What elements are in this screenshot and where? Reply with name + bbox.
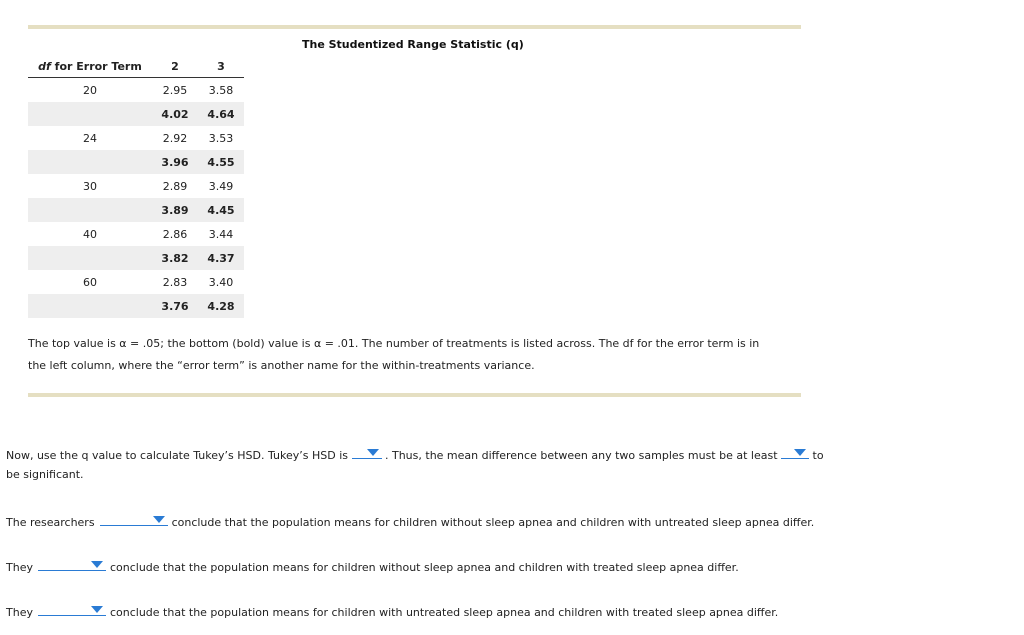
conclusion-3-dropdown[interactable] <box>38 603 106 616</box>
df-value: 40 <box>83 227 97 241</box>
tukey-question-text-1: Now, use the q value to calculate Tukey’s HSD. Tukey’s HSD is <box>6 449 348 462</box>
table-row-bold <box>28 150 244 174</box>
conclusion-1-prefix: The researchers <box>6 516 95 529</box>
table-header-row <box>28 56 244 78</box>
table-row-bold <box>28 294 244 318</box>
conclusion-question-3 <box>6 603 778 619</box>
df-value: 20 <box>83 83 97 97</box>
table-note <box>28 333 808 377</box>
table-row <box>28 270 244 294</box>
table-row <box>28 78 244 103</box>
table-title: The Studentized Range Statistic (q) <box>302 38 524 51</box>
q-value: 4.55 <box>198 150 244 174</box>
q-value: 4.37 <box>198 246 244 270</box>
chevron-down-icon <box>91 561 103 568</box>
q-value: 2.95 <box>162 83 188 97</box>
q-value: 4.02 <box>152 102 198 126</box>
q-value: 3.58 <box>208 83 234 97</box>
chevron-down-icon <box>794 449 806 456</box>
tukey-question <box>6 446 824 462</box>
conclusion-2-suffix: conclude that the population means for children without sleep apnea and children with treated sleep apnea differ. <box>109 561 739 574</box>
table-row <box>28 174 244 198</box>
q-value: 2.92 <box>162 131 188 145</box>
q-value: 2.86 <box>162 227 188 241</box>
table-row <box>28 126 244 150</box>
q-value: 4.64 <box>198 102 244 126</box>
q-value: 3.49 <box>208 179 234 193</box>
q-value: 3.89 <box>152 198 198 222</box>
note-line-1: The top value is α = .05; the bottom (bold) value is α = .01. The number of treatments is listed across. The df for the error term is in <box>28 337 760 350</box>
min-mean-difference-dropdown[interactable] <box>781 446 809 459</box>
q-value: 4.28 <box>198 294 244 318</box>
conclusion-3-suffix: conclude that the population means for children with untreated sleep apnea and children with treated sleep apnea differ. <box>109 606 779 619</box>
q-value: 3.96 <box>152 150 198 174</box>
q-value: 2.89 <box>162 179 188 193</box>
chevron-down-icon <box>153 516 165 523</box>
conclusion-1-suffix: conclude that the population means for children without sleep apnea and children with untreated sleep apnea differ. <box>171 516 815 529</box>
q-value: 4.45 <box>198 198 244 222</box>
tukey-question-continued: be significant. <box>6 468 84 481</box>
df-value: 30 <box>83 179 97 193</box>
table-row <box>28 222 244 246</box>
df-value: 24 <box>83 131 97 145</box>
conclusion-3-prefix: They <box>6 606 33 619</box>
q-value: 3.53 <box>208 131 234 145</box>
chevron-down-icon <box>367 449 379 456</box>
conclusion-2-prefix: They <box>6 561 33 574</box>
column-header-2: 2 <box>152 56 198 78</box>
q-value: 3.82 <box>152 246 198 270</box>
conclusion-2-dropdown[interactable] <box>38 558 106 571</box>
table-row-bold <box>28 102 244 126</box>
q-value: 3.40 <box>208 275 234 289</box>
studentized-range-table <box>28 56 244 318</box>
tukey-hsd-dropdown[interactable] <box>352 446 382 459</box>
column-header-3: 3 <box>198 56 244 78</box>
bottom-divider <box>28 393 801 397</box>
conclusion-question-2 <box>6 558 739 574</box>
tukey-question-text-3: to <box>812 449 824 462</box>
q-value: 2.83 <box>162 275 188 289</box>
chevron-down-icon <box>91 606 103 613</box>
df-column-header: df for Error Term <box>28 56 152 78</box>
tukey-question-text-2: . Thus, the mean difference between any two samples must be at least <box>385 449 778 462</box>
top-divider <box>28 25 801 29</box>
df-value: 60 <box>83 275 97 289</box>
note-line-2: the left column, where the “error term” is another name for the within-treatments variance. <box>28 359 535 372</box>
table-row-bold <box>28 246 244 270</box>
table-row-bold <box>28 198 244 222</box>
q-value: 3.44 <box>208 227 234 241</box>
q-value: 3.76 <box>152 294 198 318</box>
conclusion-question-1 <box>6 513 814 529</box>
conclusion-1-dropdown[interactable] <box>100 513 168 526</box>
